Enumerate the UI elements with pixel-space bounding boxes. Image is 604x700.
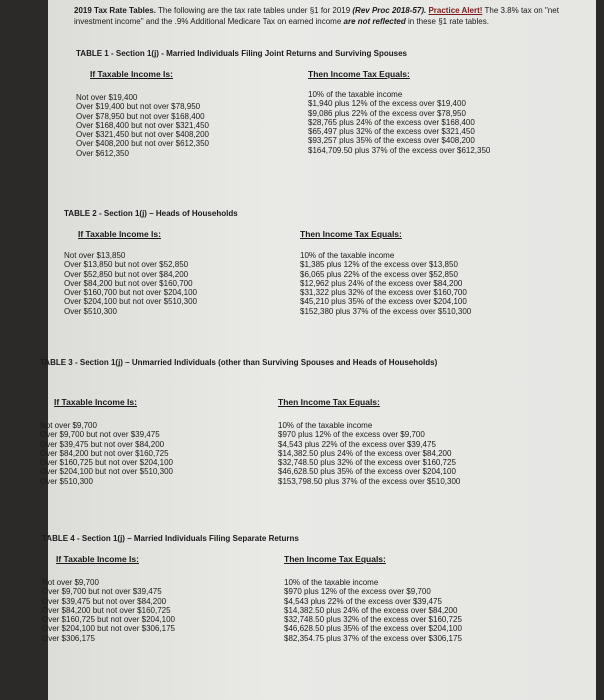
table-2-income-column: [64, 251, 197, 316]
table-1-tax-column: [308, 90, 523, 155]
table-3-income-row: Over $84,200 but not over $160,725: [40, 448, 169, 458]
table-4-tax-row: $32,748.50 plus 32% of the excess over $160,725: [284, 615, 462, 625]
table-3-title: TABLE 3 - Section 1(j) – Unmarried Individuals (other than Surviving Spouses and Heads of Households): [40, 358, 438, 367]
table-3-tax-row: $14,382.50 plus 24% of the excess over $84,200: [278, 448, 452, 458]
intro-emphasis: are not reflected: [343, 16, 406, 26]
table-3-tax-column: [278, 421, 498, 486]
table-2-tax-row: $12,962 plus 24% of the excess over $84,200: [300, 278, 463, 288]
table-4-tax-row: $46,628.50 plus 35% of the excess over $204,100: [284, 624, 462, 634]
table-3-income-row: Not over $9,700: [40, 421, 97, 430]
table-3-income-row: Over $39,475 but not over $84,200: [40, 439, 165, 449]
table-1-income-row: Over $168,400 but not over $321,450: [76, 120, 209, 130]
table-4-tax-column: [284, 578, 462, 643]
table-4-tax-row: $970 plus 12% of the excess over $9,700: [284, 587, 431, 597]
table-2-income-row: Over $510,300: [64, 306, 117, 316]
table-4-income-row: Over $9,700 but not over $39,475: [42, 587, 162, 597]
table-2-tax-column: [300, 251, 471, 316]
table-1-tax-row: $9,086 plus 22% of the excess over $78,950: [308, 108, 466, 118]
table-3-income-column: [40, 421, 173, 486]
table-4-income-row: Over $204,100 but not over $306,175: [42, 624, 175, 634]
table-4-income-row: Over $160,725 but not over $204,100: [42, 615, 175, 625]
table-3-tax-row: $970 plus 12% of the excess over $9,700: [278, 430, 425, 440]
table-1-income-row: Over $408,200 but not over $612,350: [76, 139, 209, 149]
intro-text-3: in these §1 rate tables.: [405, 16, 489, 26]
table-4-tax-row: $4,543 plus 22% of the excess over $39,475: [284, 596, 442, 606]
table-1-income-row: Over $19,400 but not over $78,950: [76, 102, 201, 112]
table-4-tax-row: $82,354.75 plus 37% of the excess over $306,175: [284, 633, 462, 643]
table-2-tax-row: $31,322 plus 32% of the excess over $160,700: [300, 288, 467, 298]
practice-alert: Practice Alert!: [428, 6, 483, 15]
document-page: [40, 0, 596, 700]
table-1-title: TABLE 1 - Section 1(j) - Married Individuals Filing Joint Returns and Surviving Spouses: [76, 49, 408, 58]
table-4-income-row: Over $39,475 but not over $84,200: [42, 596, 167, 606]
table-3-income-row: Over $510,300: [40, 476, 93, 486]
table-2-tax-header: Then Income Tax Equals:: [300, 229, 402, 239]
table-3-tax-row: $32,748.50 plus 32% of the excess over $160,725: [278, 458, 456, 468]
table-1-tax-row: $28,765 plus 24% of the excess over $168,400: [308, 117, 475, 127]
table-4-income-row: Over $306,175: [42, 633, 95, 643]
table-1-tax-row: $65,497 plus 32% of the excess over $321,450: [308, 127, 475, 137]
table-2-tax-row: $6,065 plus 22% of the excess over $52,850: [300, 269, 458, 279]
table-2-income-header: If Taxable Income Is:: [78, 229, 161, 239]
table-1-income-header: If Taxable Income Is:: [90, 69, 173, 79]
table-3-income-row: Over $160,725 but not over $204,100: [40, 458, 173, 468]
table-3-tax-header: Then Income Tax Equals:: [278, 397, 380, 407]
table-4-income-column: [42, 578, 175, 643]
table-1-income-row: Over $321,450 but not over $408,200: [76, 130, 209, 140]
table-2-tax-row: 10% of the taxable income: [300, 251, 395, 260]
table-2-tax-row: $45,210 plus 35% of the excess over $204,100: [300, 297, 467, 307]
table-1-tax-row: $1,940 plus 12% of the excess over $19,400: [308, 99, 466, 109]
table-3-income-row: Over $9,700 but not over $39,475: [40, 430, 160, 440]
table-3-tax-row: $4,543 plus 22% of the excess over $39,475: [278, 439, 436, 449]
table-4-tax-header: Then Income Tax Equals:: [284, 554, 386, 564]
intro-reference: (Rev Proc 2018-57).: [352, 6, 427, 15]
table-2-title: TABLE 2 - Section 1(j) – Heads of Households: [64, 209, 238, 218]
table-3-tax-row: 10% of the taxable income: [278, 421, 373, 430]
table-1-tax-header: Then Income Tax Equals:: [308, 69, 410, 79]
table-1-income-row: Not over $19,400: [76, 93, 138, 102]
table-4-tax-row: 10% of the taxable income: [284, 578, 379, 587]
table-2-tax-row: $1,385 plus 12% of the excess over $13,850: [300, 260, 458, 270]
table-4-income-row: Over $84,200 but not over $160,725: [42, 605, 171, 615]
table-2-tax-row: $152,380 plus 37% of the excess over $510,300: [300, 306, 472, 316]
table-1-income-column: [76, 93, 209, 158]
table-4-income-row: Not over $9,700: [42, 578, 99, 587]
intro-lead: 2019 Tax Rate Tables.: [74, 6, 156, 15]
intro-text-1: The following are the tax rate tables under §1 for 2019: [155, 6, 353, 15]
table-4-title: TABLE 4 - Section 1(j) – Married Individuals Filing Separate Returns: [42, 534, 299, 543]
table-3-tax-row: $153,798.50 plus 37% of the excess over $510,300: [278, 476, 461, 486]
table-3-income-header: If Taxable Income Is:: [54, 397, 137, 407]
table-2-income-row: Over $84,200 but not over $160,700: [64, 278, 193, 288]
table-1-income-row: Over $612,350: [76, 148, 129, 158]
table-1-income-row: Over $78,950 but not over $168,400: [76, 111, 205, 121]
table-1-tax-row: $93,257 plus 35% of the excess over $408,200: [308, 136, 475, 146]
table-2-income-row: Over $13,850 but not over $52,850: [64, 260, 189, 270]
table-2-income-row: Over $160,700 but not over $204,100: [64, 288, 197, 298]
table-2-income-row: Over $204,100 but not over $510,300: [64, 297, 197, 307]
intro-paragraph: [74, 6, 574, 27]
table-2-income-row: Over $52,850 but not over $84,200: [64, 269, 189, 279]
table-4-tax-row: $14,382.50 plus 24% of the excess over $84,200: [284, 605, 458, 615]
intro-text-2: The 3.8% tax on "net investment income" and the .9% Additional Medicare Tax on earned income: [74, 6, 559, 26]
table-1-tax-row: 10% of the taxable income: [308, 90, 403, 99]
table-3-tax-row: $46,628.50 plus 35% of the excess over $204,100: [278, 467, 456, 477]
table-2-income-row: Not over $13,850: [64, 251, 126, 260]
table-1-tax-row: $164,709.50 plus 37% of the excess over $612,350: [308, 145, 491, 155]
table-4-income-header: If Taxable Income Is:: [56, 554, 139, 564]
table-3-income-row: Over $204,100 but not over $510,300: [40, 467, 173, 477]
